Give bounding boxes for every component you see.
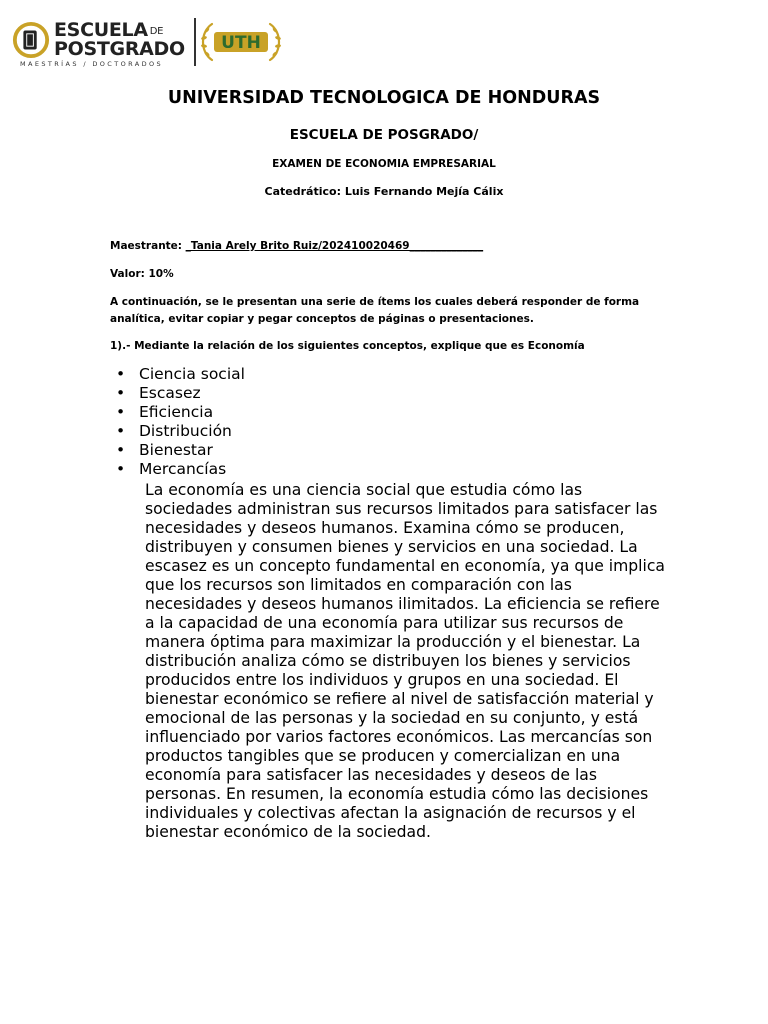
uth-logo [198, 16, 284, 68]
question-1: 1).- Mediante la relación de los siguientes conceptos, explique que es Economía [110, 340, 585, 352]
university-title: UNIVERSIDAD TECNOLOGICA DE HONDURAS [167, 88, 601, 108]
bullet-icon: • [116, 365, 126, 383]
bullet-icon: • [116, 422, 126, 440]
student-name: _Tania Arely Brito Ruiz/202410020469______________ [185, 240, 484, 252]
list-item: • Eficiencia [116, 403, 214, 421]
escuela-logo-line1: ESCUELA DE [54, 19, 164, 41]
concept-list [114, 365, 245, 479]
bullet-icon: • [116, 460, 126, 478]
professor-line: Catedrático: Luis Fernando Mejía Cálix [264, 185, 504, 198]
list-item: • Escasez [116, 384, 201, 402]
list-item: • Ciencia social [116, 365, 245, 383]
value-line: Valor: 10% [110, 268, 174, 280]
bullet-icon: • [116, 384, 126, 402]
exam-title: EXAMEN DE ECONOMIA EMPRESARIAL [272, 158, 496, 170]
escuela-logo-subtitle: MAESTRÍAS / DOCTORADOS [20, 60, 164, 68]
instructions: A continuación, se le presentan una serie de ítems los cuales deberá responder de forma analítica, evitar copiar y pegar conceptos de páginas o presentaciones. [110, 296, 640, 325]
list-item: • Mercancías [116, 460, 227, 478]
bullet-icon: • [116, 441, 126, 459]
escuela-emblem-icon [12, 21, 50, 59]
answer-paragraph: La economía es una ciencia social que estudia cómo las sociedades administran sus recursos limitados para satisfacer las necesidades y deseos humanos. Examina cómo se producen, distribuyen y consumen bienes y servicios en una sociedad. La escasez es un concepto fundamental en economía, ya que implica que los recursos son limitados en comparación con las necesidades y deseos humanos ilimitados. La eficiencia se refiere a la capacidad de una economía para utilizar sus recursos de manera óptima para maximizar la producción y el bienestar. La distribución analiza cómo se distribuyen los bienes y servicios producidos entre los individuos y grupos en una sociedad. El bienestar económico se refiere al nivel de satisfacción material y emocional de las personas y la sociedad en su conjunto, y está influenciado por varios factores económicos. Las mercancías son productos tangibles que se producen y comercializan en una economía para satisfacer las necesidades y deseos de las personas. En resumen, la economía estudia cómo las decisiones individuales y colectivas afectan la asignación de recursos y el bienestar económico de la sociedad. [145, 481, 665, 841]
list-item: • Bienestar [116, 441, 213, 459]
escuela-logo-line2: POSTGRADO [54, 38, 185, 60]
school-title: ESCUELA DE POSGRADO/ [289, 127, 479, 143]
uth-logo-text: UTH [221, 33, 261, 53]
logo-divider [194, 18, 196, 66]
list-item: • Distribución [116, 422, 232, 440]
header-logos [10, 14, 310, 70]
bullet-icon: • [116, 403, 126, 421]
escuela-postgrado-logo [10, 18, 190, 70]
student-line [110, 240, 483, 252]
student-label: Maestrante: [110, 240, 183, 252]
